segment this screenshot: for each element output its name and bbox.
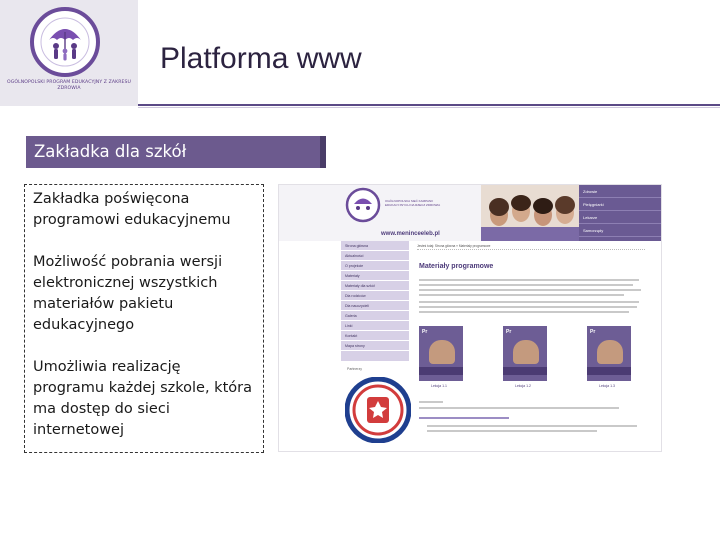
top-menu-item[interactable]: Zdrowie [579,187,662,198]
site-content [413,241,647,452]
text-line [419,301,639,303]
side-menu-item[interactable]: Strona główna [341,241,409,251]
top-menu-item[interactable]: Samorządy [579,226,662,237]
side-menu-item[interactable]: Dla rodziców [341,291,409,301]
point-download: Możliwość pobrania wersji elektronicznej wszystkich materiałów pakietu edukacyjnego [33,254,223,333]
text-line [419,294,624,296]
sanitary-inspection-badge [345,377,411,443]
point-access: Umożliwia realizację programu każdej szkole, która ma dostęp do sieci internetowej [33,359,252,438]
site-logo-text: OGÓLNOPOLSKA SIEĆ KAMPANII EDUKACYJNYCH NA RZECZ ZDROWIA [385,199,441,207]
website-screenshot [278,184,662,452]
campaign-logo [30,6,100,78]
side-menu-item[interactable]: Dla nauczycieli [341,301,409,311]
text-line [419,289,641,291]
site-side-menu [341,241,409,361]
side-menu-item[interactable]: O projekcie [341,261,409,271]
page-title: Platforma www [160,42,362,75]
description-box [24,184,264,453]
side-menu-item[interactable]: Mapa strony [341,341,409,351]
text-line [427,425,637,427]
text-line [419,279,639,281]
side-menu-item[interactable]: Linki [341,321,409,331]
thumbnail-caption[interactable]: Lekcja 1.3 [599,384,615,388]
top-menu-item[interactable]: Lekarze [579,213,662,224]
banner-photo [481,185,581,241]
side-menu-item[interactable]: Galeria [341,311,409,321]
material-thumbnail[interactable]: Pr [587,326,631,381]
top-menu-item[interactable]: Pielęgniarki [579,200,662,211]
material-thumbnail[interactable]: Pr [419,326,463,381]
text-line [419,417,509,419]
logo-caption: OGÓLNOPOLSKI PROGRAM EDUKACYJNY Z ZAKRESU ZDROWIA [7,80,131,91]
site-top-menu [579,185,662,241]
text-line [419,311,629,313]
side-menu-item[interactable]: Materiały dla szkół [341,281,409,291]
text-line [419,306,637,308]
side-menu-item[interactable]: Kontakt [341,331,409,341]
text-line [419,284,633,286]
side-menu-item[interactable]: Materiały [341,271,409,281]
partner-label: Partnerzy [347,367,362,371]
thumbnail-caption[interactable]: Lekcja 1.1 [431,384,447,388]
breadcrumb: Jesteś tutaj: Strona główna » Materiały programowe [417,244,645,250]
text-line [427,430,597,432]
side-menu-item[interactable]: Aktualności [341,251,409,261]
header-divider-thin [138,107,720,108]
site-url: www.meninceeleb.pl [381,231,440,237]
content-title: Materiały programowe [419,263,494,270]
text-line [419,401,443,403]
site-logo-icon [345,187,381,223]
section-heading: Zakładka dla szkół [26,136,326,168]
point-bookmark: Zakładka poświęcona programowi edukacyjnemu [33,191,231,228]
logo-panel [0,0,138,106]
thumbnail-caption[interactable]: Lekcja 1.2 [515,384,531,388]
material-thumbnail[interactable]: Pr [503,326,547,381]
text-line [419,407,619,409]
header-divider [138,104,720,106]
